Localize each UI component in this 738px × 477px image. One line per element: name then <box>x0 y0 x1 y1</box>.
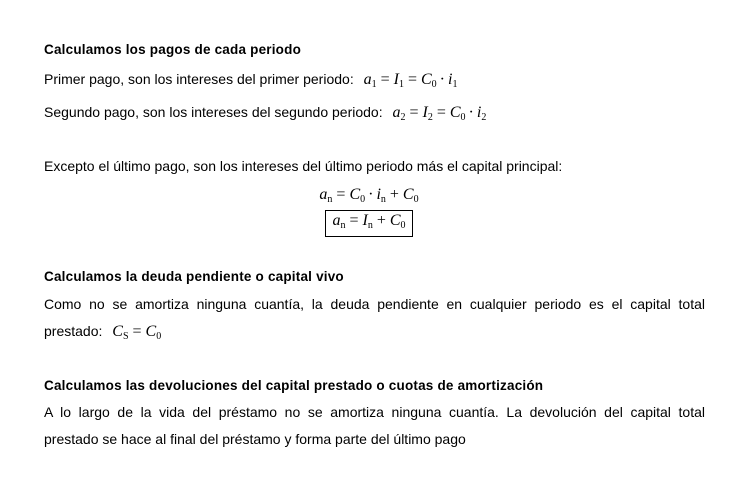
last-payment-text: Excepto el último pago, son los intereses del último periodo más el capital principal: <box>44 158 563 174</box>
math-var: I <box>422 104 428 121</box>
math-var: a <box>332 212 341 229</box>
math-var: C <box>349 186 361 203</box>
math-var: a <box>392 104 401 121</box>
pending-debt-paragraph-line2 <box>44 322 161 346</box>
amortization-paragraph-line2: prestado se hace al final del préstamo y forma parte del último pago <box>44 431 466 447</box>
second-payment-line <box>44 103 486 127</box>
math-var: C <box>449 104 461 121</box>
last-payment-formula-2 <box>0 209 738 237</box>
math-var: i <box>476 104 482 121</box>
math-op: · <box>439 71 445 88</box>
formula-an-expanded <box>319 186 418 203</box>
math-sub: 1 <box>452 79 458 90</box>
section-heading-payments: Calculamos los pagos de cada periodo <box>44 42 302 57</box>
math-sub: 0 <box>413 194 419 205</box>
math-op: + <box>376 212 386 229</box>
math-op: + <box>389 186 399 203</box>
math-var: i <box>376 186 381 203</box>
math-var: C <box>420 71 432 88</box>
math-var: a <box>319 186 328 203</box>
math-sub: n <box>367 220 373 231</box>
first-payment-formula <box>364 71 458 88</box>
section-heading-pending-debt: Calculamos la deuda pendiente o capital vivo <box>44 269 344 284</box>
math-sub: 1 <box>398 79 404 90</box>
first-payment-text: Primer pago, son los intereses del primer periodo: <box>44 71 354 87</box>
math-var: a <box>363 71 372 88</box>
math-op: = <box>407 71 417 88</box>
math-var: C <box>389 212 401 229</box>
math-sub: S <box>122 331 129 342</box>
math-sub: 1 <box>371 79 377 90</box>
math-sub: 2 <box>400 112 406 123</box>
math-op: · <box>468 104 474 121</box>
math-sub: 2 <box>481 112 487 123</box>
math-sub: 0 <box>360 194 366 205</box>
last-payment-formula-1 <box>0 183 738 211</box>
math-sub: 0 <box>431 79 437 90</box>
math-var: C <box>112 323 123 340</box>
math-sub: n <box>327 194 333 205</box>
math-op: = <box>380 71 390 88</box>
math-var: C <box>145 323 157 340</box>
first-payment-line <box>44 70 457 94</box>
math-op: = <box>349 212 359 229</box>
prestado-label: prestado: <box>44 323 103 339</box>
boxed-formula-an <box>325 210 412 237</box>
math-sub: 2 <box>427 112 433 123</box>
pending-debt-paragraph-line1: Como no se amortiza ninguna cuantía, la deuda pendiente en cualquier periodo es el capital total <box>44 296 705 312</box>
math-var: I <box>362 212 368 229</box>
math-op: · <box>368 186 374 203</box>
math-sub: 0 <box>400 220 406 231</box>
math-var: I <box>393 71 399 88</box>
math-op: = <box>132 323 142 340</box>
math-op: = <box>436 104 446 121</box>
math-op: = <box>409 104 419 121</box>
section-heading-amortization: Calculamos las devoluciones del capital prestado o cuotas de amortización <box>44 378 544 393</box>
math-var: C <box>402 186 414 203</box>
second-payment-formula <box>392 104 486 121</box>
math-sub: 0 <box>156 331 162 342</box>
math-sub: n <box>380 194 386 205</box>
math-sub: 0 <box>460 112 466 123</box>
pending-debt-formula <box>112 323 161 340</box>
math-var: i <box>447 71 453 88</box>
math-sub: n <box>340 220 346 231</box>
second-payment-text: Segundo pago, son los intereses del segundo periodo: <box>44 104 383 120</box>
math-op: = <box>336 186 346 203</box>
amortization-paragraph-line1: A lo largo de la vida del préstamo no se amortiza ninguna cuantía. La devolución del capital total <box>44 404 705 420</box>
